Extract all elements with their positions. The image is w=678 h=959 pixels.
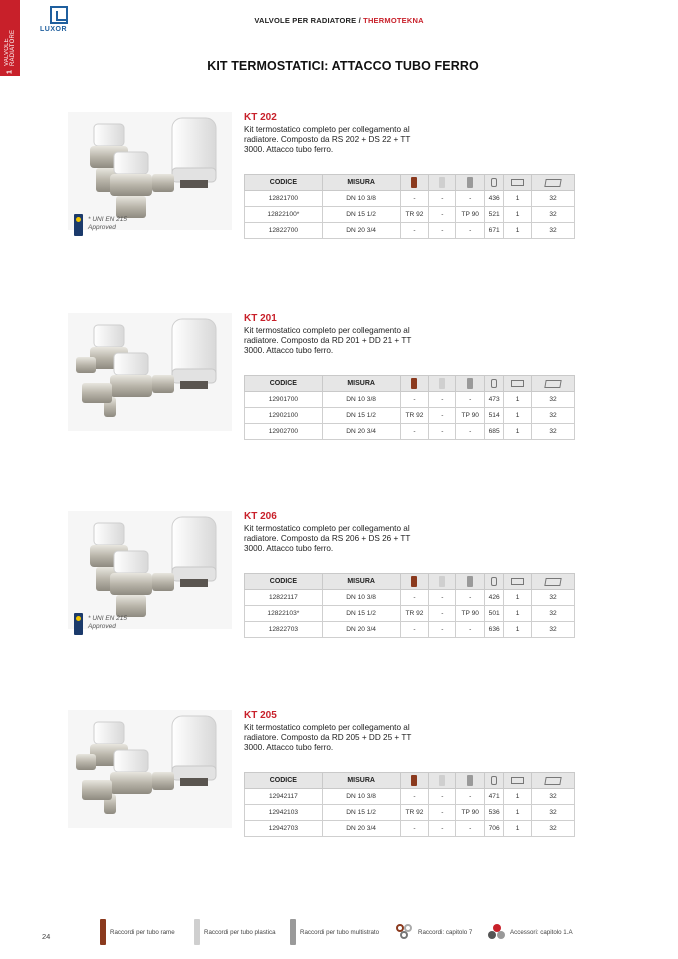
header-icon-cell bbox=[456, 376, 485, 392]
table-cell: 436 bbox=[485, 191, 504, 207]
legend-item-accessories bbox=[488, 918, 573, 946]
product-code: KT 201 bbox=[244, 313, 277, 324]
norm-text bbox=[88, 216, 127, 232]
table-cell: - bbox=[400, 424, 429, 440]
header-codice: CODICE bbox=[245, 773, 323, 789]
table-cell: 12822700 bbox=[245, 223, 323, 239]
table-cell: - bbox=[429, 821, 456, 837]
spec-table bbox=[244, 375, 575, 440]
table-row bbox=[245, 789, 575, 805]
table-cell: 426 bbox=[485, 590, 504, 606]
table-row bbox=[245, 191, 575, 207]
table-row bbox=[245, 805, 575, 821]
table-header-row bbox=[245, 175, 575, 191]
table-cell: 32 bbox=[532, 191, 575, 207]
header-icon-cell bbox=[485, 376, 504, 392]
header-icon-cell bbox=[504, 175, 532, 191]
header-icon-cell bbox=[504, 574, 532, 590]
box-icon bbox=[544, 380, 561, 388]
table-cell: 12822703 bbox=[245, 622, 323, 638]
table-cell: 1 bbox=[504, 191, 532, 207]
pack-icon bbox=[511, 777, 524, 784]
table-row bbox=[245, 408, 575, 424]
table-cell: DN 20 3/4 bbox=[322, 622, 400, 638]
header-codice: CODICE bbox=[245, 175, 323, 191]
header-icon-cell bbox=[400, 773, 429, 789]
copper-pipe-icon bbox=[411, 177, 417, 188]
table-cell: 1 bbox=[504, 223, 532, 239]
plastic-pipe-icon bbox=[194, 919, 200, 945]
table-cell: DN 15 1/2 bbox=[322, 606, 400, 622]
table-cell: - bbox=[429, 392, 456, 408]
legend-label: Raccordi per tubo rame bbox=[110, 928, 175, 936]
product-block bbox=[0, 710, 678, 890]
product-description: Kit termostatico completo per collegamento al radiatore. Composto da RS 202 + DS 22 + TT 3000. Attacco tubo ferro. bbox=[244, 125, 411, 154]
copper-pipe-icon bbox=[411, 378, 417, 389]
logo-text: LUXOR bbox=[40, 26, 67, 33]
table-cell: 32 bbox=[532, 207, 575, 223]
product-block bbox=[0, 112, 678, 292]
header-misura: MISURA bbox=[322, 376, 400, 392]
header-misura: MISURA bbox=[322, 773, 400, 789]
table-cell: - bbox=[456, 191, 485, 207]
table-cell: - bbox=[429, 606, 456, 622]
table-cell: TR 92 bbox=[400, 207, 429, 223]
legend-label: Accessori: capitolo 1.A bbox=[510, 928, 573, 936]
table-cell: 1 bbox=[504, 392, 532, 408]
copper-pipe-icon bbox=[411, 775, 417, 786]
copper-pipe-icon bbox=[411, 576, 417, 587]
table-cell: 12822117 bbox=[245, 590, 323, 606]
legend bbox=[100, 918, 600, 946]
multilayer-pipe-icon bbox=[467, 576, 473, 587]
table-cell: 1 bbox=[504, 821, 532, 837]
table-cell: DN 10 3/8 bbox=[322, 191, 400, 207]
product-block bbox=[0, 511, 678, 691]
header-misura: MISURA bbox=[322, 574, 400, 590]
table-cell: 12942117 bbox=[245, 789, 323, 805]
table-cell: DN 20 3/4 bbox=[322, 424, 400, 440]
header-icon-cell bbox=[504, 376, 532, 392]
table-cell: - bbox=[429, 590, 456, 606]
table-cell: - bbox=[456, 789, 485, 805]
header-icon-cell bbox=[429, 773, 456, 789]
fittings-rings-icon bbox=[396, 924, 414, 940]
norm-line: Approved bbox=[88, 623, 116, 630]
header-icon-cell bbox=[400, 376, 429, 392]
table-cell: 32 bbox=[532, 606, 575, 622]
table-cell: - bbox=[429, 408, 456, 424]
legend-item-plastic bbox=[194, 918, 276, 946]
header-icon-cell bbox=[485, 175, 504, 191]
table-cell: TP 90 bbox=[456, 606, 485, 622]
product-photo bbox=[68, 511, 232, 629]
table-cell: 12902700 bbox=[245, 424, 323, 440]
table-cell: 536 bbox=[485, 805, 504, 821]
table-cell: DN 10 3/8 bbox=[322, 590, 400, 606]
norm-line: * UNI EN 215 bbox=[88, 216, 128, 223]
page-title: KIT TERMOSTATICI: ATTACCO TUBO FERRO bbox=[207, 59, 479, 73]
table-cell: 12942103 bbox=[245, 805, 323, 821]
chapter-label: VALVOLE RADIATORE bbox=[4, 29, 16, 66]
table-cell: DN 10 3/8 bbox=[322, 789, 400, 805]
table-header-row bbox=[245, 376, 575, 392]
certification-icon bbox=[74, 613, 83, 635]
table-cell: - bbox=[456, 622, 485, 638]
product-description: Kit termostatico completo per collegamento al radiatore. Composto da RD 205 + DD 25 + TT 3000. Attacco tubo ferro. bbox=[244, 723, 412, 752]
header-icon-cell bbox=[456, 175, 485, 191]
norm-text bbox=[88, 615, 127, 631]
table-row bbox=[245, 424, 575, 440]
product-code: KT 206 bbox=[244, 511, 277, 522]
header-codice: CODICE bbox=[245, 376, 323, 392]
table-cell: - bbox=[429, 424, 456, 440]
table-row bbox=[245, 622, 575, 638]
table-cell: - bbox=[429, 191, 456, 207]
header-icon-cell bbox=[504, 773, 532, 789]
table-cell: TP 90 bbox=[456, 408, 485, 424]
table-cell: 32 bbox=[532, 821, 575, 837]
table-cell: DN 10 3/8 bbox=[322, 392, 400, 408]
table-cell: 521 bbox=[485, 207, 504, 223]
table-cell: DN 20 3/4 bbox=[322, 821, 400, 837]
certification-icon bbox=[74, 214, 83, 236]
table-cell: - bbox=[400, 590, 429, 606]
norm-line: Approved bbox=[88, 224, 116, 231]
header-icon-cell bbox=[485, 773, 504, 789]
table-cell: 1 bbox=[504, 805, 532, 821]
table-cell: DN 20 3/4 bbox=[322, 223, 400, 239]
table-cell: - bbox=[429, 223, 456, 239]
legend-item-multilayer bbox=[290, 918, 379, 946]
header-icon-cell bbox=[532, 773, 575, 789]
header-icon-cell bbox=[429, 175, 456, 191]
header-icon-cell bbox=[400, 175, 429, 191]
table-cell: TR 92 bbox=[400, 805, 429, 821]
table-cell: 32 bbox=[532, 392, 575, 408]
table-cell: 706 bbox=[485, 821, 504, 837]
header-icon-cell bbox=[456, 574, 485, 590]
table-cell: DN 15 1/2 bbox=[322, 408, 400, 424]
section-header bbox=[0, 16, 678, 25]
table-cell: TR 92 bbox=[400, 606, 429, 622]
pack-icon bbox=[511, 578, 524, 585]
table-cell: 32 bbox=[532, 789, 575, 805]
box-icon bbox=[544, 578, 561, 586]
table-cell: - bbox=[400, 392, 429, 408]
table-cell: 1 bbox=[504, 622, 532, 638]
box-icon bbox=[544, 179, 561, 187]
header-icon-cell bbox=[485, 574, 504, 590]
multilayer-pipe-icon bbox=[290, 919, 296, 945]
product-photo bbox=[68, 313, 232, 431]
multilayer-pipe-icon bbox=[467, 378, 473, 389]
table-row bbox=[245, 223, 575, 239]
accessories-icon bbox=[488, 924, 506, 940]
bag-icon bbox=[491, 178, 497, 187]
table-cell: 32 bbox=[532, 805, 575, 821]
table-cell: 471 bbox=[485, 789, 504, 805]
table-cell: - bbox=[429, 789, 456, 805]
header-icon-cell bbox=[532, 376, 575, 392]
pack-icon bbox=[511, 179, 524, 186]
table-cell: TP 90 bbox=[456, 207, 485, 223]
table-cell: - bbox=[429, 622, 456, 638]
header-icon-cell bbox=[456, 773, 485, 789]
legend-item-copper bbox=[100, 918, 175, 946]
table-row bbox=[245, 606, 575, 622]
legend-label: Raccordi per tubo multistrato bbox=[300, 928, 380, 936]
table-cell: 32 bbox=[532, 424, 575, 440]
table-header-row bbox=[245, 574, 575, 590]
table-cell: - bbox=[456, 424, 485, 440]
table-cell: 1 bbox=[504, 606, 532, 622]
header-main: VALVOLE PER RADIATORE / bbox=[254, 16, 364, 25]
table-cell: 12901700 bbox=[245, 392, 323, 408]
spec-table bbox=[244, 573, 575, 638]
table-cell: - bbox=[400, 622, 429, 638]
copper-pipe-icon bbox=[100, 919, 106, 945]
norm-badge bbox=[74, 613, 174, 635]
table-header-row bbox=[245, 773, 575, 789]
table-cell: - bbox=[400, 821, 429, 837]
product-description: Kit termostatico completo per collegamento al radiatore. Composto da RS 206 + DS 26 + TT 3000. Attacco tubo ferro. bbox=[244, 524, 411, 553]
product-block bbox=[0, 313, 678, 493]
chapter-number: 1 bbox=[6, 69, 14, 74]
box-icon bbox=[544, 777, 561, 785]
table-row bbox=[245, 207, 575, 223]
norm-badge bbox=[74, 214, 174, 236]
bag-icon bbox=[491, 379, 497, 388]
table-cell: 473 bbox=[485, 392, 504, 408]
table-cell: 1 bbox=[504, 408, 532, 424]
page-number: 24 bbox=[42, 932, 51, 941]
header-misura: MISURA bbox=[322, 175, 400, 191]
table-cell: 32 bbox=[532, 408, 575, 424]
table-cell: - bbox=[400, 789, 429, 805]
legend-item-fittings bbox=[396, 918, 472, 946]
table-cell: DN 15 1/2 bbox=[322, 805, 400, 821]
table-cell: - bbox=[456, 392, 485, 408]
table-cell: 1 bbox=[504, 590, 532, 606]
product-photo bbox=[68, 112, 232, 230]
table-row bbox=[245, 392, 575, 408]
header-icon-cell bbox=[532, 574, 575, 590]
table-cell: 685 bbox=[485, 424, 504, 440]
table-row bbox=[245, 590, 575, 606]
header-codice: CODICE bbox=[245, 574, 323, 590]
table-cell: 12902100 bbox=[245, 408, 323, 424]
norm-line: * UNI EN 215 bbox=[88, 615, 128, 622]
table-cell: - bbox=[400, 191, 429, 207]
table-cell: TR 92 bbox=[400, 408, 429, 424]
table-cell: 32 bbox=[532, 590, 575, 606]
table-cell: 1 bbox=[504, 424, 532, 440]
header-icon-cell bbox=[532, 175, 575, 191]
header-icon-cell bbox=[400, 574, 429, 590]
legend-label: Raccordi per tubo plastica bbox=[204, 928, 276, 936]
table-cell: - bbox=[429, 805, 456, 821]
product-code: KT 205 bbox=[244, 710, 277, 721]
table-cell: DN 15 1/2 bbox=[322, 207, 400, 223]
table-cell: 1 bbox=[504, 207, 532, 223]
table-cell: - bbox=[400, 223, 429, 239]
product-photo bbox=[68, 710, 232, 828]
table-cell: - bbox=[456, 590, 485, 606]
plastic-pipe-icon bbox=[439, 177, 445, 188]
table-cell: 636 bbox=[485, 622, 504, 638]
table-cell: 12822103* bbox=[245, 606, 323, 622]
table-cell: 32 bbox=[532, 223, 575, 239]
pack-icon bbox=[511, 380, 524, 387]
table-cell: 1 bbox=[504, 789, 532, 805]
table-cell: - bbox=[456, 223, 485, 239]
table-cell: 12821700 bbox=[245, 191, 323, 207]
header-icon-cell bbox=[429, 376, 456, 392]
table-cell: - bbox=[429, 207, 456, 223]
table-cell: 12822100* bbox=[245, 207, 323, 223]
bag-icon bbox=[491, 776, 497, 785]
plastic-pipe-icon bbox=[439, 775, 445, 786]
table-cell: TP 90 bbox=[456, 805, 485, 821]
legend-label: Raccordi: capitolo 7 bbox=[418, 928, 473, 936]
product-description: Kit termostatico completo per collegamento al radiatore. Composto da RD 201 + DD 21 + TT 3000. Attacco tubo ferro. bbox=[244, 326, 412, 355]
table-cell: 671 bbox=[485, 223, 504, 239]
spec-table bbox=[244, 174, 575, 239]
multilayer-pipe-icon bbox=[467, 775, 473, 786]
header-brand: THERMOTEKNA bbox=[363, 16, 424, 25]
table-cell: 514 bbox=[485, 408, 504, 424]
table-cell: 32 bbox=[532, 622, 575, 638]
table-cell: 12942703 bbox=[245, 821, 323, 837]
table-cell: 501 bbox=[485, 606, 504, 622]
multilayer-pipe-icon bbox=[467, 177, 473, 188]
bag-icon bbox=[491, 577, 497, 586]
plastic-pipe-icon bbox=[439, 378, 445, 389]
table-row bbox=[245, 821, 575, 837]
spec-table bbox=[244, 772, 575, 837]
table-cell: - bbox=[456, 821, 485, 837]
plastic-pipe-icon bbox=[439, 576, 445, 587]
header-icon-cell bbox=[429, 574, 456, 590]
product-code: KT 202 bbox=[244, 112, 277, 123]
